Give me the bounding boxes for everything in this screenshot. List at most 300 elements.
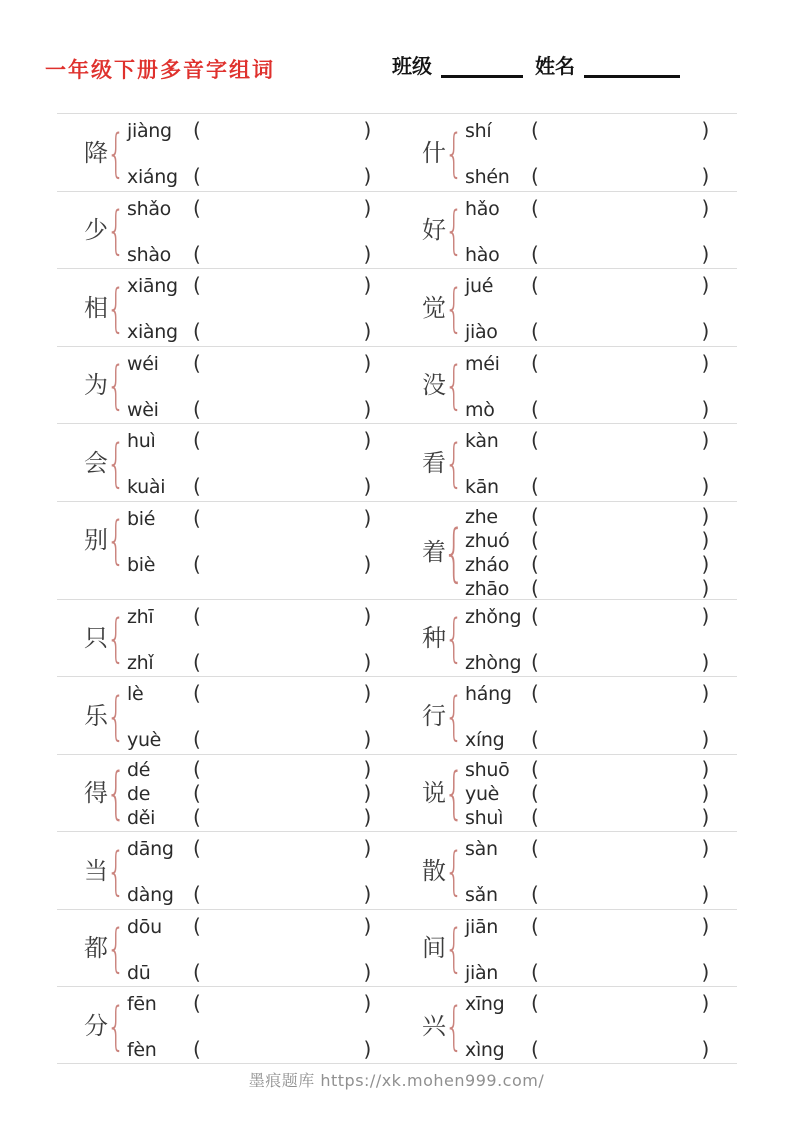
reading-line	[465, 195, 709, 222]
brace-icon: {	[444, 278, 464, 339]
pinyin-label: kān	[465, 476, 499, 498]
readings-list	[465, 272, 709, 345]
paren-open: (	[193, 836, 201, 860]
pinyin-label: shén	[465, 166, 510, 188]
readings-list	[127, 117, 371, 190]
polyphonic-entry	[421, 913, 737, 986]
pinyin-label: fēn	[127, 993, 157, 1015]
brace-icon: {	[106, 841, 126, 902]
pinyin-label: háng	[465, 683, 512, 705]
paren-close: )	[363, 164, 371, 188]
pinyin-label: de	[127, 782, 151, 805]
brace-icon: {	[444, 996, 464, 1057]
polyphonic-entry	[421, 603, 737, 676]
polyphonic-character: 只	[84, 626, 108, 652]
reading-line	[465, 726, 709, 753]
cell-left	[57, 987, 397, 1063]
paren-close: )	[701, 503, 709, 528]
paren-open: (	[531, 350, 539, 375]
paren-open: (	[531, 959, 539, 984]
pinyin-label: děi	[127, 806, 156, 829]
paren-open: (	[531, 727, 539, 751]
table-row	[57, 909, 737, 987]
paren-close: )	[701, 164, 709, 188]
paren-open: (	[193, 428, 201, 452]
paren-close: )	[701, 551, 709, 576]
polyphonic-character: 为	[84, 373, 108, 399]
polyphonic-character: 都	[84, 936, 108, 962]
readings-list	[465, 350, 709, 423]
polyphonic-character: 什	[422, 140, 446, 167]
reading-line	[465, 806, 709, 830]
reading-line	[465, 603, 709, 630]
paren-open: (	[193, 882, 201, 906]
brace-icon: {	[444, 123, 464, 184]
paren-open: (	[193, 474, 201, 498]
pinyin-label: zhǐ	[127, 651, 154, 674]
readings-list	[127, 350, 371, 423]
pinyin-label: hào	[465, 243, 500, 266]
pinyin-label: shào	[127, 243, 172, 266]
pinyin-label: zhe	[465, 505, 498, 528]
pinyin-label: jiào	[465, 321, 498, 343]
readings-list	[127, 505, 371, 578]
paren-open: (	[531, 836, 539, 860]
polyphonic-character: 说	[422, 780, 446, 807]
paren-close: )	[363, 804, 371, 829]
paren-close: )	[363, 273, 371, 297]
brace-icon: {	[106, 919, 126, 979]
paren-open: (	[193, 195, 201, 220]
reading-line	[127, 427, 371, 454]
cell-right	[397, 347, 737, 424]
reading-line	[465, 881, 709, 908]
pinyin-label: biè	[127, 553, 156, 576]
brace-icon: {	[443, 515, 465, 589]
paren-close: )	[701, 319, 709, 343]
brace-icon: {	[106, 278, 126, 339]
paren-open: (	[531, 195, 539, 220]
reading-line	[465, 649, 709, 676]
paren-open: (	[193, 273, 201, 297]
paren-open: (	[531, 428, 539, 452]
paren-close: )	[363, 505, 371, 530]
brace-icon: {	[106, 123, 126, 184]
reading-line	[127, 959, 371, 986]
pinyin-label: zhāo	[465, 577, 510, 600]
paren-open: (	[193, 913, 201, 938]
paren-open: (	[531, 882, 539, 906]
pinyin-label: xíng	[465, 729, 505, 751]
pinyin-label: mò	[465, 398, 495, 421]
pinyin-label: lè	[127, 683, 144, 705]
paren-open: (	[193, 164, 201, 188]
paren-close: )	[363, 681, 371, 705]
cell-left	[57, 832, 397, 909]
reading-line	[465, 913, 709, 940]
cell-left	[57, 910, 397, 987]
paren-open: (	[531, 913, 539, 938]
cell-right	[397, 502, 737, 599]
reading-line	[465, 782, 709, 806]
reading-line	[465, 427, 709, 454]
pinyin-label: sàn	[465, 838, 498, 860]
table-row	[57, 346, 737, 424]
polyphonic-entry	[83, 913, 397, 986]
readings-list	[465, 758, 709, 830]
cell-left	[57, 502, 397, 599]
paren-open: (	[193, 350, 201, 375]
paren-close: )	[363, 780, 371, 805]
reading-line	[465, 990, 709, 1017]
polyphonic-character: 兴	[422, 1013, 446, 1040]
paren-open: (	[193, 727, 201, 751]
paren-close: )	[363, 727, 371, 751]
polyphonic-character: 别	[84, 528, 108, 554]
paren-open: (	[531, 804, 539, 829]
paren-close: )	[363, 913, 371, 938]
polyphonic-entry	[421, 272, 737, 345]
polyphonic-character: 当	[84, 858, 108, 885]
readings-list	[465, 603, 709, 676]
reading-line	[127, 881, 371, 908]
paren-open: (	[531, 319, 539, 343]
readings-list	[465, 835, 709, 908]
paren-open: (	[193, 780, 201, 805]
paren-close: )	[701, 396, 709, 421]
polyphonic-character: 乐	[84, 703, 108, 730]
brace-icon: {	[444, 919, 464, 979]
paren-close: )	[363, 350, 371, 375]
paren-open: (	[531, 756, 539, 781]
readings-list	[127, 603, 371, 676]
reading-line	[127, 163, 371, 190]
paren-close: )	[363, 551, 371, 576]
polyphonic-character: 行	[422, 703, 446, 730]
name-label: 姓名	[535, 54, 575, 78]
reading-line	[127, 726, 371, 753]
paren-close: )	[701, 882, 709, 906]
pinyin-label: dāng	[127, 838, 174, 860]
brace-icon: {	[106, 760, 126, 826]
paren-close: )	[363, 836, 371, 860]
reading-line	[465, 835, 709, 862]
cell-left	[57, 114, 397, 191]
paren-close: )	[701, 756, 709, 781]
polyphonic-character: 着	[422, 539, 446, 566]
paren-close: )	[363, 241, 371, 266]
pinyin-label: jué	[465, 275, 494, 297]
readings-list	[127, 195, 371, 268]
cell-left	[57, 269, 397, 346]
paren-close: )	[363, 474, 371, 498]
polyphonic-character: 会	[84, 450, 108, 477]
reading-line	[127, 680, 371, 707]
pinyin-label: sǎn	[465, 884, 498, 906]
polyphonic-character: 觉	[422, 295, 446, 322]
reading-line	[127, 782, 371, 806]
paren-open: (	[531, 681, 539, 705]
cell-right	[397, 192, 737, 269]
pinyin-label: xiāng	[127, 275, 178, 297]
reading-line	[465, 529, 709, 553]
reading-line	[127, 1036, 371, 1063]
cell-right	[397, 424, 737, 501]
reading-line	[465, 959, 709, 986]
pinyin-label: zhī	[127, 605, 154, 628]
reading-line	[465, 553, 709, 577]
paren-open: (	[531, 780, 539, 805]
polyphonic-entry	[83, 350, 397, 423]
paren-open: (	[193, 319, 201, 343]
table-row	[57, 754, 737, 832]
reading-line	[465, 350, 709, 377]
pinyin-label: xīng	[465, 993, 505, 1015]
pinyin-label: shǎo	[127, 197, 172, 220]
polyphonic-character: 好	[422, 218, 446, 244]
readings-list	[465, 990, 709, 1063]
table-row	[57, 676, 737, 754]
name-blank-line	[584, 53, 680, 78]
polyphonic-entry	[83, 427, 397, 500]
pinyin-label: wéi	[127, 352, 159, 375]
pinyin-label: hǎo	[465, 197, 500, 220]
cell-left	[57, 755, 397, 832]
paren-open: (	[193, 551, 201, 576]
brace-icon: {	[444, 356, 464, 416]
cell-left	[57, 347, 397, 424]
readings-list	[465, 680, 709, 753]
paren-close: )	[363, 1037, 371, 1061]
pinyin-label: yuè	[465, 782, 500, 805]
pinyin-label: xìng	[465, 1039, 505, 1061]
pinyin-label: jiàng	[127, 120, 172, 142]
pinyin-label: shuō	[465, 758, 510, 781]
class-blank-line	[441, 53, 523, 78]
paren-open: (	[531, 503, 539, 528]
paren-open: (	[531, 551, 539, 576]
paren-close: )	[701, 273, 709, 297]
reading-line	[465, 758, 709, 782]
reading-line	[465, 505, 709, 529]
polyphonic-entry	[421, 758, 737, 830]
pinyin-label: jiān	[465, 915, 499, 938]
reading-line	[465, 117, 709, 144]
paren-close: )	[363, 649, 371, 674]
paren-open: (	[531, 575, 539, 600]
paren-close: )	[363, 756, 371, 781]
reading-line	[127, 505, 371, 532]
reading-line	[465, 680, 709, 707]
paren-close: )	[363, 991, 371, 1015]
pinyin-label: kuài	[127, 476, 166, 498]
paren-close: )	[363, 319, 371, 343]
polyphonic-character: 种	[422, 626, 446, 652]
reading-line	[465, 241, 709, 268]
reading-line	[127, 473, 371, 500]
readings-list	[127, 913, 371, 986]
reading-line	[127, 835, 371, 862]
reading-line	[465, 577, 709, 601]
header-fields	[392, 53, 680, 78]
polyphonic-entry	[421, 195, 737, 268]
polyphonic-character: 相	[84, 295, 108, 322]
page-title: 一年级下册多音字组词	[45, 58, 275, 82]
paren-close: )	[363, 603, 371, 628]
pinyin-label: yuè	[127, 729, 162, 751]
paren-close: )	[701, 649, 709, 674]
reading-line	[465, 473, 709, 500]
brace-icon: {	[106, 686, 126, 747]
polyphonic-character: 散	[422, 858, 446, 885]
paren-close: )	[363, 396, 371, 421]
pinyin-label: dé	[127, 758, 151, 781]
polyphonic-entry	[421, 680, 737, 753]
readings-list	[465, 427, 709, 500]
paren-open: (	[531, 164, 539, 188]
paren-close: )	[701, 1037, 709, 1061]
brace-icon: {	[444, 760, 464, 826]
brace-icon: {	[444, 609, 464, 669]
pinyin-label: dū	[127, 961, 151, 984]
cell-right	[397, 832, 737, 909]
cell-right	[397, 269, 737, 346]
reading-line	[465, 272, 709, 299]
polyphonic-entry	[421, 117, 737, 190]
polyphonic-character: 没	[422, 373, 446, 399]
cell-right	[397, 987, 737, 1063]
paren-open: (	[193, 1037, 201, 1061]
readings-list	[465, 117, 709, 190]
table-row	[57, 599, 737, 677]
cell-right	[397, 910, 737, 987]
paren-open: (	[531, 527, 539, 552]
paren-close: )	[701, 681, 709, 705]
cell-right	[397, 755, 737, 832]
reading-line	[465, 318, 709, 345]
pinyin-label: zhòng	[465, 651, 522, 674]
paren-open: (	[193, 396, 201, 421]
brace-icon: {	[106, 201, 126, 261]
brace-icon: {	[444, 841, 464, 902]
brace-icon: {	[444, 433, 464, 494]
polyphonic-entry	[83, 603, 397, 676]
cell-left	[57, 600, 397, 677]
reading-line	[127, 603, 371, 630]
paren-open: (	[193, 603, 201, 628]
paren-close: )	[701, 527, 709, 552]
paren-open: (	[193, 959, 201, 984]
polyphonic-character: 少	[84, 218, 108, 244]
readings-list	[127, 680, 371, 753]
readings-list	[127, 990, 371, 1063]
paren-open: (	[531, 474, 539, 498]
polyphonic-entry	[83, 758, 397, 830]
cell-right	[397, 600, 737, 677]
reading-line	[127, 913, 371, 940]
reading-line	[465, 1036, 709, 1063]
pinyin-label: wèi	[127, 398, 159, 421]
cell-right	[397, 677, 737, 754]
polyphonic-entry	[421, 990, 737, 1063]
paren-close: )	[701, 913, 709, 938]
polyphonic-entry	[421, 427, 737, 500]
pinyin-label: jiàn	[465, 961, 499, 984]
paren-open: (	[193, 756, 201, 781]
paren-open: (	[531, 603, 539, 628]
table-row	[57, 831, 737, 909]
pinyin-label: kàn	[465, 430, 499, 452]
polyphonic-entry	[83, 680, 397, 753]
paren-open: (	[193, 241, 201, 266]
table-row	[57, 501, 737, 599]
paren-close: )	[363, 195, 371, 220]
brace-icon: {	[106, 609, 126, 669]
brace-icon: {	[444, 201, 464, 261]
paren-close: )	[701, 991, 709, 1015]
polyphonic-entry	[421, 505, 737, 601]
cell-left	[57, 192, 397, 269]
readings-list	[465, 505, 709, 601]
pinyin-label: shuì	[465, 806, 504, 829]
paren-open: (	[531, 991, 539, 1015]
pinyin-label: bié	[127, 507, 156, 530]
reading-line	[127, 350, 371, 377]
paren-open: (	[193, 991, 201, 1015]
paren-close: )	[701, 727, 709, 751]
reading-line	[127, 551, 371, 578]
pinyin-label: xiàng	[127, 321, 178, 343]
reading-line	[127, 272, 371, 299]
paren-close: )	[701, 836, 709, 860]
table-row	[57, 986, 737, 1064]
brace-icon: {	[106, 433, 126, 494]
reading-line	[127, 649, 371, 676]
pinyin-label: dàng	[127, 884, 174, 906]
pinyin-label: huì	[127, 430, 156, 452]
polyphonic-entry	[421, 350, 737, 423]
paren-open: (	[193, 804, 201, 829]
paren-close: )	[701, 603, 709, 628]
paren-open: (	[531, 649, 539, 674]
reading-line	[465, 396, 709, 423]
readings-list	[127, 758, 371, 830]
pinyin-label: fèn	[127, 1039, 157, 1061]
polyphonic-character: 得	[84, 780, 108, 807]
paren-close: )	[701, 575, 709, 600]
polyphonic-entry	[83, 272, 397, 345]
paren-open: (	[193, 118, 201, 142]
readings-list	[465, 195, 709, 268]
paren-open: (	[193, 649, 201, 674]
pinyin-label: dōu	[127, 915, 162, 938]
reading-line	[127, 758, 371, 782]
table-row	[57, 191, 737, 269]
brace-icon: {	[444, 686, 464, 747]
pinyin-label: xiáng	[127, 166, 178, 188]
paren-open: (	[531, 241, 539, 266]
paren-close: )	[363, 118, 371, 142]
polyphonic-entry	[83, 835, 397, 908]
polyphonic-entry	[83, 117, 397, 190]
pinyin-label: zhuó	[465, 529, 510, 552]
paren-open: (	[531, 118, 539, 142]
paren-close: )	[363, 882, 371, 906]
paren-open: (	[193, 505, 201, 530]
worksheet-table	[57, 113, 737, 1064]
paren-open: (	[193, 681, 201, 705]
polyphonic-character: 看	[422, 450, 446, 477]
